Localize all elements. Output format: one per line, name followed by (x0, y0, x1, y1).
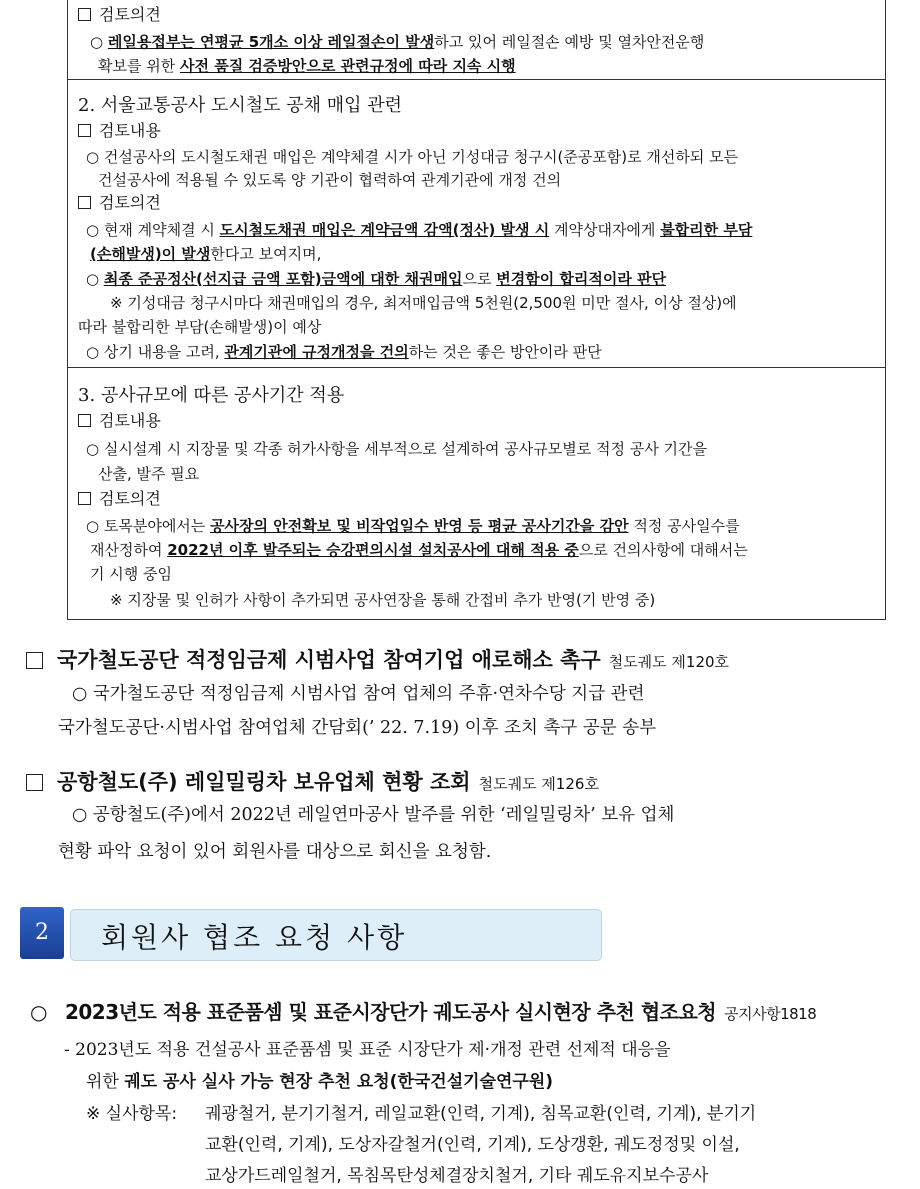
checkbox-icon (78, 196, 91, 209)
review-box-2 (67, 80, 886, 368)
content-line: 건설공사에 적용될 수 있도록 양 기관이 협력하여 관계기관에 개정 건의 (98, 171, 562, 189)
item-paragraph: 위한 궤도 공사 실사 가능 현장 추천 요청(한국건설기술연구원) (86, 1072, 554, 1092)
section-label: 회원사 협조 요청 사항 (101, 921, 408, 954)
document-ref: 공지사항1818 (724, 1005, 817, 1023)
content-line: ○ 건설공사의 도시철도채권 매입은 계약체결 시가 아닌 기성대금 청구시(준공포함)로 개선하되 모든 (86, 148, 739, 166)
checkbox-icon (26, 774, 43, 791)
checkbox-icon (26, 652, 43, 669)
review-box-1 (67, 0, 886, 80)
section-title: 2. 서울교통공사 도시철도 공채 매입 관련 (78, 95, 402, 116)
note-line: ※ 지장물 및 인허가 사항이 추가되면 공사연장을 통해 간접비 추가 반영(기 반영 중) (110, 591, 656, 609)
item-heading-3: ○ 2023년도 적용 표준품셈 및 표준시장단가 궤도공사 실시현장 추천 협조요청 공지사항1818 (30, 1000, 817, 1024)
review-opinion-heading: 검토의견 (78, 193, 161, 213)
checkbox-icon (78, 492, 91, 505)
opinion-line: ○ 레일용접부는 연평균 5개소 이상 레일절손이 발생하고 있어 레일절손 예방 및 열차안전운행 (90, 33, 705, 51)
section-title: 3. 공사규모에 따른 공사기간 적용 (78, 385, 345, 406)
item-paragraph: 현황 파악 요청이 있어 회원사를 대상으로 회신을 요청함. (58, 842, 492, 862)
opinion-line: 확보를 위한 사전 품질 검증방안으로 관련규정에 따라 지속 시행 (98, 57, 516, 75)
note-line: 궤광철거, 분기기철거, 레일교환(인력, 기계), 침목교환(인력, 기계), 분기기 (205, 1104, 757, 1124)
section-number-badge: 2 (20, 907, 64, 959)
review-opinion-heading: 검토의견 (78, 489, 161, 509)
checkbox-icon (78, 414, 91, 427)
checkbox-icon (78, 8, 91, 21)
note-line: 교환(인력, 기계), 도상자갈철거(인력, 기계), 도상갱환, 궤도정정및 이설, (205, 1135, 740, 1155)
checkbox-icon (78, 124, 91, 137)
item-paragraph: 국가철도공단·시범사업 참여업체 간담회(’ 22. 7.19) 이후 조치 촉구 공문 송부 (58, 718, 657, 738)
note-line: ※ 기성대금 청구시마다 채권매입의 경우, 최저매입금액 5천원(2,500원 미만 절사, 이상 절상)에 (110, 294, 737, 312)
item-heading-2: 공항철도(주) 레일밀링차 보유업체 현황 조회 철도궤도 제126호 (26, 766, 599, 796)
opinion-line: ○ 상기 내용을 고려, 관계기관에 규정개정을 건의하는 것은 좋은 방안이라 판단 (86, 343, 602, 361)
review-box-3 (67, 368, 886, 620)
document-ref: 철도궤도 제126호 (478, 775, 599, 793)
content-line: 산출, 발주 필요 (98, 465, 200, 483)
note-line: 따라 불합리한 부담(손해발생)이 예상 (78, 318, 322, 336)
review-content-heading: 검토내용 (78, 411, 161, 431)
review-opinion-heading: 검토의견 (78, 5, 161, 25)
content-line: ○ 실시설계 시 지장물 및 각종 허가사항을 세부적으로 설계하여 공사규모별로 적정 공사 기간을 (86, 440, 707, 458)
item-paragraph: ○ 국가철도공단 적정임금제 시범사업 참여 업체의 주휴·연차수당 지급 관련 (72, 684, 645, 704)
item-paragraph: ○ 공항철도(주)에서 2022년 레일연마공사 발주를 위한 ‘레일밀링차’ 보유 업체 (72, 805, 675, 825)
opinion-line: (손해발생)이 발생한다고 보여지며, (90, 245, 322, 263)
opinion-line: ○ 토목분야에서는 공사장의 안전확보 및 비작업일수 반영 등 평균 공사기간을 감안 적정 공사일수를 (86, 517, 740, 535)
item-heading-1: 국가철도공단 적정임금제 시범사업 참여기업 애로해소 촉구 철도궤도 제120호 (26, 644, 729, 674)
section-label-bar (70, 909, 602, 961)
document-ref: 철도궤도 제120호 (608, 653, 730, 671)
review-content-heading: 검토내용 (78, 121, 161, 141)
opinion-line: 기 시행 중임 (90, 565, 172, 583)
note-line: 교상가드레일철거, 목침목탄성체결장치철거, 기타 궤도유지보수공사 (205, 1166, 709, 1186)
item-paragraph: - 2023년도 적용 건설공사 표준품셈 및 표준 시장단가 제·개정 관련 선제적 대응을 (64, 1040, 671, 1060)
note-label: ※ 실사항목: (86, 1104, 178, 1124)
opinion-line: 재산정하여 2022년 이후 발주되는 승강편의시설 설치공사에 대해 적용 중으로 건의사항에 대해서는 (90, 541, 748, 559)
opinion-line: ○ 현재 계약체결 시 도시철도채권 매입은 계약금액 감액(정산) 발생 시 계약상대자에게 불합리한 부담 (86, 221, 753, 239)
opinion-line: ○ 최종 준공정산(선지급 금액 포함)금액에 대한 채권매입으로 변경함이 합리적이라 판단 (86, 270, 667, 288)
